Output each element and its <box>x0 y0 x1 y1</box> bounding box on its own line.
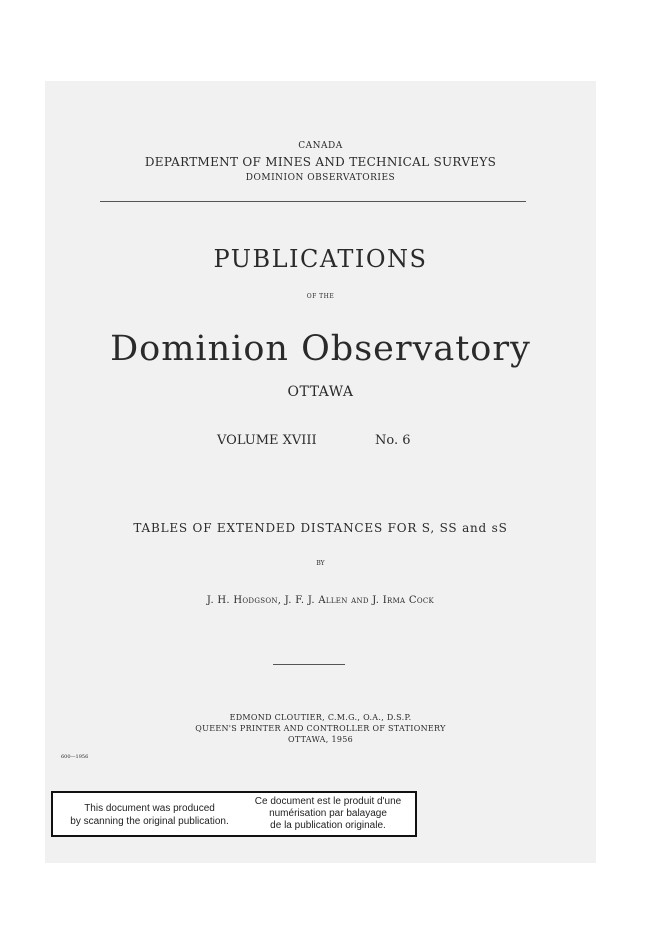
header-country: CANADA <box>298 141 343 151</box>
notice-english-line-2: by scanning the original publication. <box>70 816 229 827</box>
notice-french-line-2: numérisation par balayage <box>269 808 387 819</box>
by-label: BY <box>316 560 325 567</box>
of-the-label: OF THE <box>306 293 335 300</box>
city-label: OTTAWA <box>287 384 354 400</box>
volume-label: VOLUME XVIII <box>217 433 317 448</box>
place-year: OTTAWA, 1956 <box>287 735 354 744</box>
authors: J. H. Hodgson, J. F. J. Allen and J. Irma Cock <box>206 595 435 606</box>
publications-title: PUBLICATIONS <box>213 245 428 273</box>
header-rule <box>100 201 526 202</box>
observatory-title: Dominion Observatory <box>110 329 531 369</box>
printer-name: EDMOND CLOUTIER, C.M.G., O.A., D.S.P. <box>229 713 412 722</box>
notice-english <box>57 802 242 828</box>
scan-notice-box <box>51 791 417 837</box>
header-branch: DOMINION OBSERVATORIES <box>245 173 396 183</box>
printer-title: QUEEN'S PRINTER AND CONTROLLER OF STATIONERY <box>195 724 446 733</box>
header-department: DEPARTMENT OF MINES AND TECHNICAL SURVEYS <box>144 155 497 169</box>
document-page <box>45 81 596 863</box>
notice-french-line-3: de la publication originale. <box>270 820 386 831</box>
notice-english-line-1: This document was produced <box>84 803 215 814</box>
print-code: 600—1956 <box>61 754 89 760</box>
paper-title: TABLES OF EXTENDED DISTANCES FOR S, SS and sS <box>133 521 508 535</box>
number-label: No. 6 <box>375 433 411 448</box>
short-rule <box>273 664 345 665</box>
notice-french <box>243 796 413 832</box>
notice-french-line-1: Ce document est le produit d'une <box>254 796 402 807</box>
